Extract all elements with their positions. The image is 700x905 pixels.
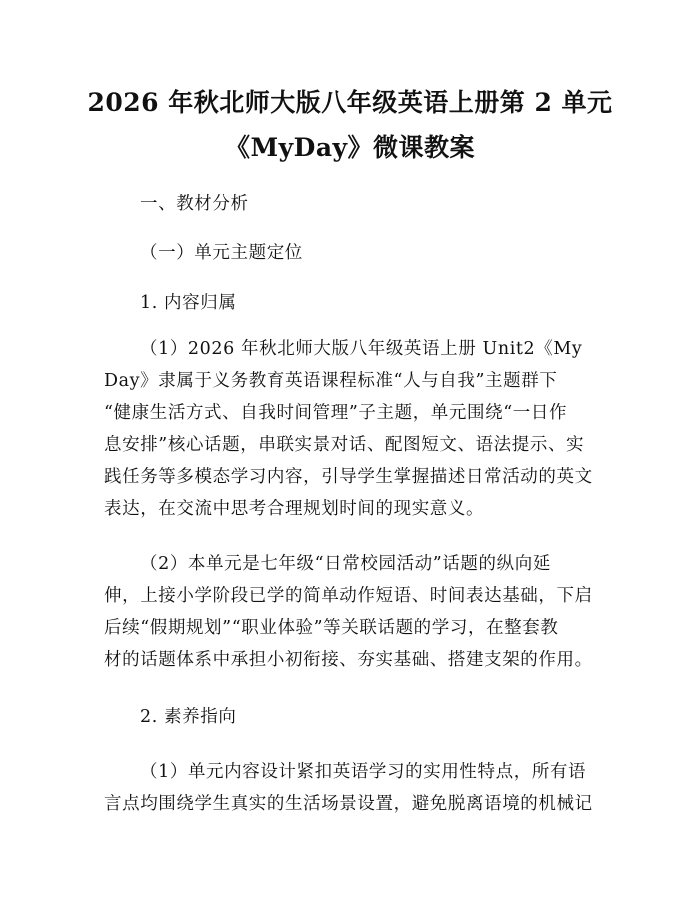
item-heading-literacy: 2. 素养指向: [140, 707, 237, 727]
document-title-line-1: 2026 年秋北师大版八年级英语上册第 2 单元: [87, 88, 613, 117]
paragraph-2-line-2: 伸，上接小学阶段已学的简单动作短语、时间表达基础，下启: [104, 586, 593, 606]
paragraph-3-line-2: 言点均围绕学生真实的生活场景设置，避免脱离语境的机械记: [104, 794, 593, 814]
paragraph-2-line-3: 后续“假期规划”“职业体验”等关联话题的学习，在整套教: [104, 618, 559, 638]
paragraph-2-line-4: 材的话题体系中承担小初衔接、夯实基础、搭建支架的作用。: [104, 650, 593, 670]
paragraph-2-line-1: （2）本单元是七年级“日常校园活动”话题的纵向延: [140, 554, 551, 574]
paragraph-1-line-6: 表达，在交流中思考合理规划时间的现实意义。: [104, 499, 485, 519]
subsection-heading: （一）单元主题定位: [140, 243, 303, 263]
paragraph-1-line-5: 践任务等多模态学习内容，引导学生掌握描述日常活动的英文: [104, 467, 593, 487]
paragraph-1-line-4: 息安排”核心话题，串联实景对话、配图短文、语法提示、实: [104, 435, 585, 455]
paragraph-1-line-2: Day》隶属于义务教育英语课程标准“人与自我”主题群下: [104, 371, 558, 391]
section-heading: 一、教材分析: [140, 194, 249, 214]
paragraph-3-line-1: （1）单元内容设计紧扣英语学习的实用性特点，所有语: [140, 762, 587, 782]
paragraph-1-line-3: “健康生活方式、自我时间管理”子主题，单元围绕“一日作: [104, 403, 568, 423]
paragraph-1-line-1: （1）2026 年秋北师大版八年级英语上册 Unit2《My: [140, 339, 583, 359]
document-title-line-2: 《MyDay》微课教案: [224, 133, 476, 162]
item-heading-content: 1. 内容归属: [140, 293, 237, 313]
